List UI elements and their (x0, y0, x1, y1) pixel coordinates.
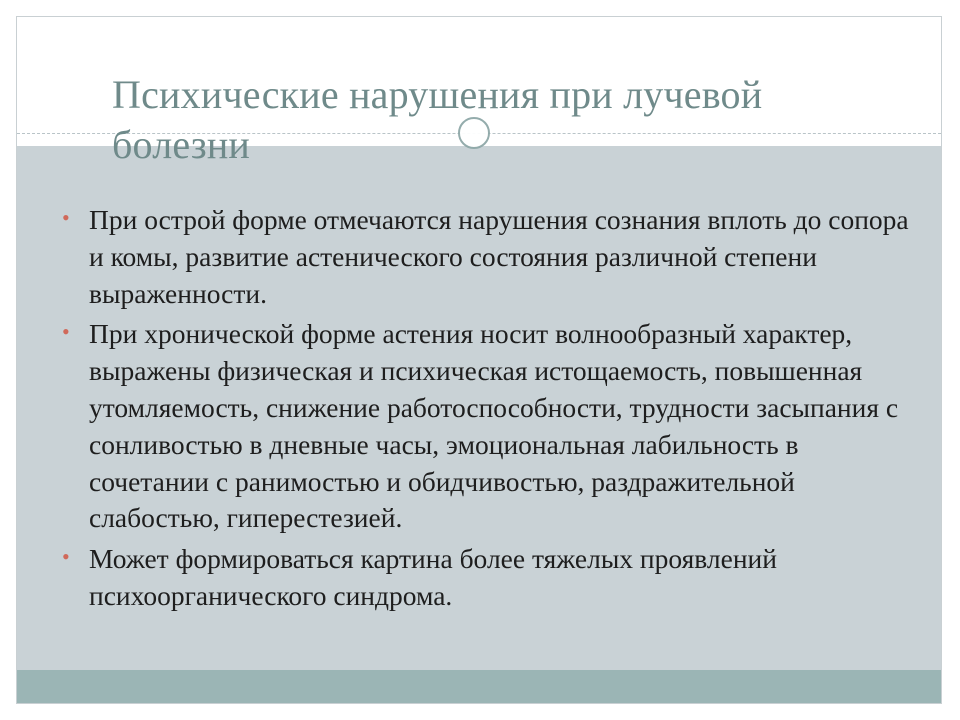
bullet-icon: • (62, 544, 70, 570)
bottom-bar (17, 670, 941, 703)
bullet-icon: • (62, 319, 70, 345)
bullet-text: При хронической форме астения носит волнообразный характер, выражены физическая и психическая истощаемость, повышенная утомляемость, снижение работоспособности, трудности засыпания с сонливостью в дневные часы, эмоциональная лабильность в сочетании с ранимостью и обидчивостью, раздражительной слабостью, гиперестезией. (89, 318, 899, 534)
bullet-text: Может формироваться картина более тяжелых проявлений психоорганического синдрома. (89, 543, 777, 611)
list-item (62, 316, 912, 537)
list-item (62, 541, 912, 615)
list-item (62, 202, 912, 312)
bullet-text: При острой форме отмечаются нарушения сознания вплоть до сопора и комы, развитие астенического состояния различной степени выраженности. (89, 204, 909, 309)
slide-title: Психические нарушения при лучевой болезни (112, 72, 763, 167)
circle-ornament-icon (458, 117, 490, 149)
bullet-icon: • (62, 205, 70, 230)
bullet-list (62, 202, 912, 619)
